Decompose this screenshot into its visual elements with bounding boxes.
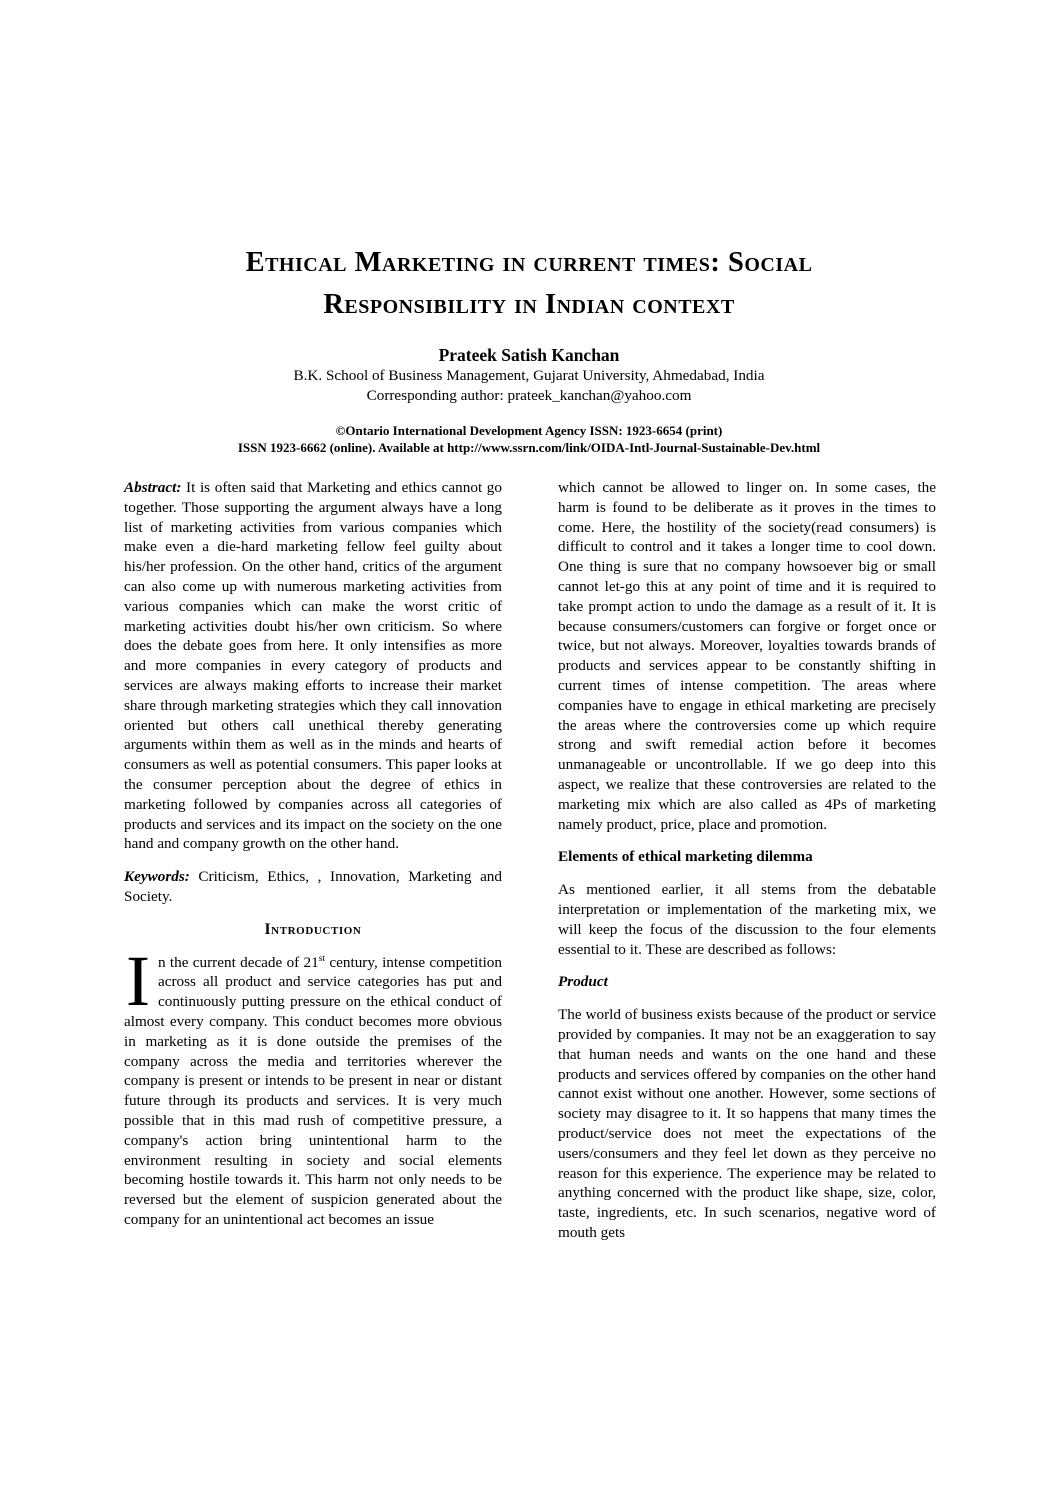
paper-title [0, 242, 1058, 326]
introduction-paragraph [124, 940, 502, 1230]
elements-paragraph: As mentioned earlier, it all stems from the debatable interpretation or implementation of the marketing mix, we will keep the focus of the discussion to the four elements essential to it. These are described as follows: [558, 881, 936, 958]
introduction-text-start: n the current decade of 21 [157, 953, 319, 971]
keywords-paragraph [124, 867, 502, 907]
abstract-label: Abstract: [124, 479, 182, 496]
issn-print-line: ©Ontario International Development Agency ISSN: 1923-6654 (print) [335, 423, 723, 438]
paper-title-line1: Ethical Marketing in current times: Social [245, 247, 813, 278]
continuation-paragraph: which cannot be allowed to linger on. In some cases, the harm is found to be deliberate as it proves in the times to come. Here, the hostility of the society(read consumers) is difficult to control and it takes a longer time to cool down. One thing is sure that no company howsoever big or small cannot let-go this at any point of time and it is required to take prompt action to undo the damage as a result of it. It is because consumers/customers can forgive or forget once or twice, but not always. Moreover, loyalties towards brands of products and services appear to be constantly shifting in current times of intense competition. The areas where companies have to engage in ethical marketing are precisely the areas where the controversies come up which require strong and swift remedial action before it becomes unmanageable or uncontrollable. If we go deep into this aspect, we realize that these controversies are related to the marketing mix which are also called as 4Ps of marketing namely product, price, place and promotion. [558, 479, 936, 833]
product-heading: Product [558, 973, 608, 991]
introduction-text-rest: century, intense competition across all product and service categories has put and continuously putting pressure on the ethical conduct of almost every company. This conduct becomes more obvious in marketing as it is done outside the premises of the company across the media and territories wherever the company is present or intends to be present in near or distant future through its products and services. It is very much possible that in this mad rush of competitive pressure, a company's action bring unintentional harm to the environment resulting in society and social elements becoming hostile towards it. This harm not only needs to be reversed but the element of suspicion generated about the company for an unintentional act becomes an issue [124, 953, 502, 1228]
dropcap-letter: I [126, 940, 150, 1021]
product-paragraph: The world of business exists because of the product or service provided by companies. It may not be an exaggeration to say that human needs and wants on the one hand and these products and services offered by companies on the other hand cannot exist without one another. However, some sections of society may disagree to it. It so happens that many times the product/service does not meet the expectations of the users/consumers and they feel let down as they perceive no reason for this experience. The experience may be related to anything concerned with the product like shape, size, color, taste, ingredients, etc. In such scenarios, negative word of mouth gets [558, 1006, 936, 1241]
ordinal-superscript: st [318, 953, 326, 964]
author-affiliation: B.K. School of Business Management, Gujarat University, Ahmedabad, India [293, 367, 765, 384]
issn-online-line: ISSN 1923-6662 (online). Available at http://www.ssrn.com/link/OIDA-Intl-Journal-Sustainable-Dev.html [237, 439, 821, 455]
article-body [0, 478, 1058, 1256]
right-column [558, 478, 936, 1256]
paper-header [0, 0, 1058, 456]
abstract-paragraph [124, 478, 502, 854]
introduction-heading: Introduction [264, 920, 362, 938]
elements-heading: Elements of ethical marketing dilemma [558, 848, 813, 866]
journal-issn-block [0, 423, 1058, 456]
keywords-text: Criticism, Ethics, , Innovation, Marketing and Society. [124, 868, 502, 905]
keywords-label: Keywords: [124, 868, 190, 886]
author-name: Prateek Satish Kanchan [438, 345, 620, 365]
corresponding-author: Corresponding author: prateek_kanchan@yahoo.com [366, 387, 692, 404]
left-column [124, 478, 502, 1256]
abstract-text: It is often said that Marketing and ethics cannot go together. Those supporting the argument always have a long list of marketing activities from various companies which make even a die-hard marketing fellow feel guilty about his/her profession. On the other hand, critics of the argument can also come up with numerous marketing activities from various companies which can make the worst critic of marketing activities doubt his/her own criticism. So where does the debate goes from here. It only intensifies as more and more companies in every category of products and services are always making efforts to increase their market share through marketing strategies which they call innovation oriented but others call unethical thereby generating arguments within them as well as in the minds and hearts of consumers as well as potential consumers. This paper looks at the consumer perception about the degree of ethics in marketing followed by companies across all categories of products and services and its impact on the society on the one hand and company growth on the other hand. [124, 479, 502, 853]
paper-title-line2: Responsibility in Indian context [323, 289, 735, 320]
